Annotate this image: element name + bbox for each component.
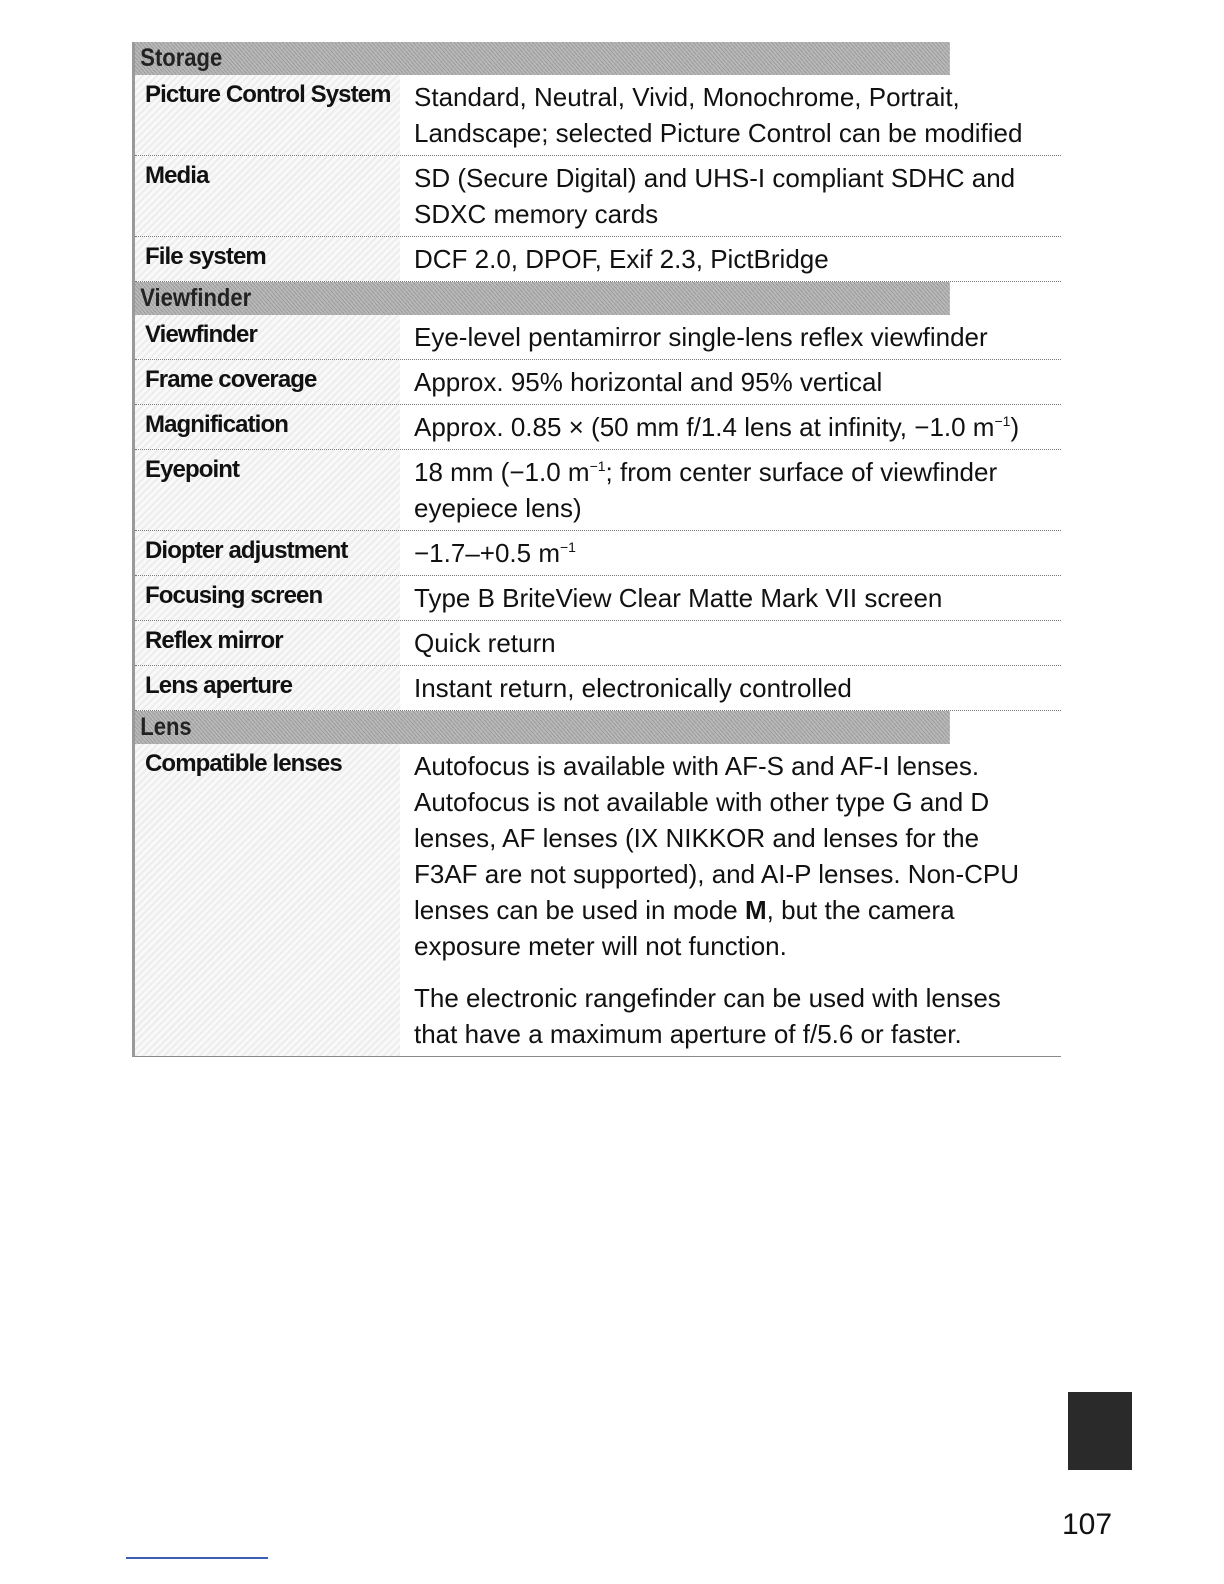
spec-row-magnification [135,405,1061,450]
spec-label: Compatible lenses [135,744,400,1056]
spec-value: Instant return, electronically controlled [414,673,852,703]
section-header-lens: Lens [135,711,950,744]
spec-label: Magnification [135,405,400,449]
spec-row-focusing-screen [135,576,1061,621]
spec-row-lens-aperture [135,666,1061,711]
value-text: −1.7–+0.5 m [414,538,560,568]
spec-label: Lens aperture [135,666,400,710]
spec-label: Media [135,156,400,236]
mode-m-label: M [745,895,767,925]
value-text: Approx. 0.85 × (50 mm f/1.4 lens at infinity, −1.0 m [414,412,995,442]
spec-row-frame-coverage [135,360,1061,405]
superscript: −1 [994,413,1011,429]
spec-value: Quick return [414,628,556,658]
value-paragraph [414,748,1049,964]
footnote-rule [126,1557,268,1559]
spec-row-viewfinder [135,315,1061,360]
spec-label: Eyepoint [135,450,400,530]
value-text: Autofocus is available with AF-S and AF-I lenses. Autofocus is not available with other type G and D lenses, AF lenses (IX NIKKOR and lenses for the F3AF are not supported), and AI-P lenses. Non-CPU lenses can be used in mode [414,751,1020,925]
spec-value: SD (Secure Digital) and UHS-I compliant SDHC and SDXC memory cards [414,163,1016,229]
spec-row-reflex-mirror [135,621,1061,666]
value-text: ) [1010,412,1020,442]
value-text: ; from center surface of viewfinder eyepiece lens) [414,457,998,523]
spec-value: Eye-level pentamirror single-lens reflex viewfinder [414,322,988,352]
spec-row-media [135,156,1061,237]
value-text: 18 mm (−1.0 m [414,457,590,487]
spec-value: Approx. 95% horizontal and 95% vertical [414,367,883,397]
spec-table [132,42,1061,1057]
spec-label: Diopter adjustment [135,531,400,575]
spec-row-picture-control [135,75,1061,156]
spec-value [400,405,1061,449]
section-header-storage: Storage [135,42,950,75]
spec-row-eyepoint [135,450,1061,531]
spec-value: DCF 2.0, DPOF, Exif 2.3, PictBridge [414,244,829,274]
spec-row-diopter [135,531,1061,576]
spec-row-file-system [135,237,1061,282]
spec-label: Reflex mirror [135,621,400,665]
spec-label: Viewfinder [135,315,400,359]
section-header-viewfinder: Viewfinder [135,282,950,315]
spec-value [400,531,1061,575]
spec-value: Type B BriteView Clear Matte Mark VII screen [414,583,943,613]
spec-value [400,450,1061,530]
spec-row-compatible-lenses [135,744,1061,1056]
page-number: 107 [1062,1508,1113,1541]
spec-label: Picture Control System [135,75,400,155]
value-paragraph: The electronic rangefinder can be used with lenses that have a maximum aperture of f/5.6 or faster. [414,983,1001,1049]
spec-value [400,744,1061,1056]
section-tab-marker [1068,1392,1132,1470]
spec-label: Focusing screen [135,576,400,620]
superscript: −1 [589,458,606,474]
superscript: −1 [560,539,576,555]
spec-label: Frame coverage [135,360,400,404]
spec-value: Standard, Neutral, Vivid, Monochrome, Portrait, Landscape; selected Picture Control can be modified [414,82,1023,148]
value-text: , but the camera exposure meter will not function. [414,895,955,961]
spec-label: File system [135,237,400,281]
